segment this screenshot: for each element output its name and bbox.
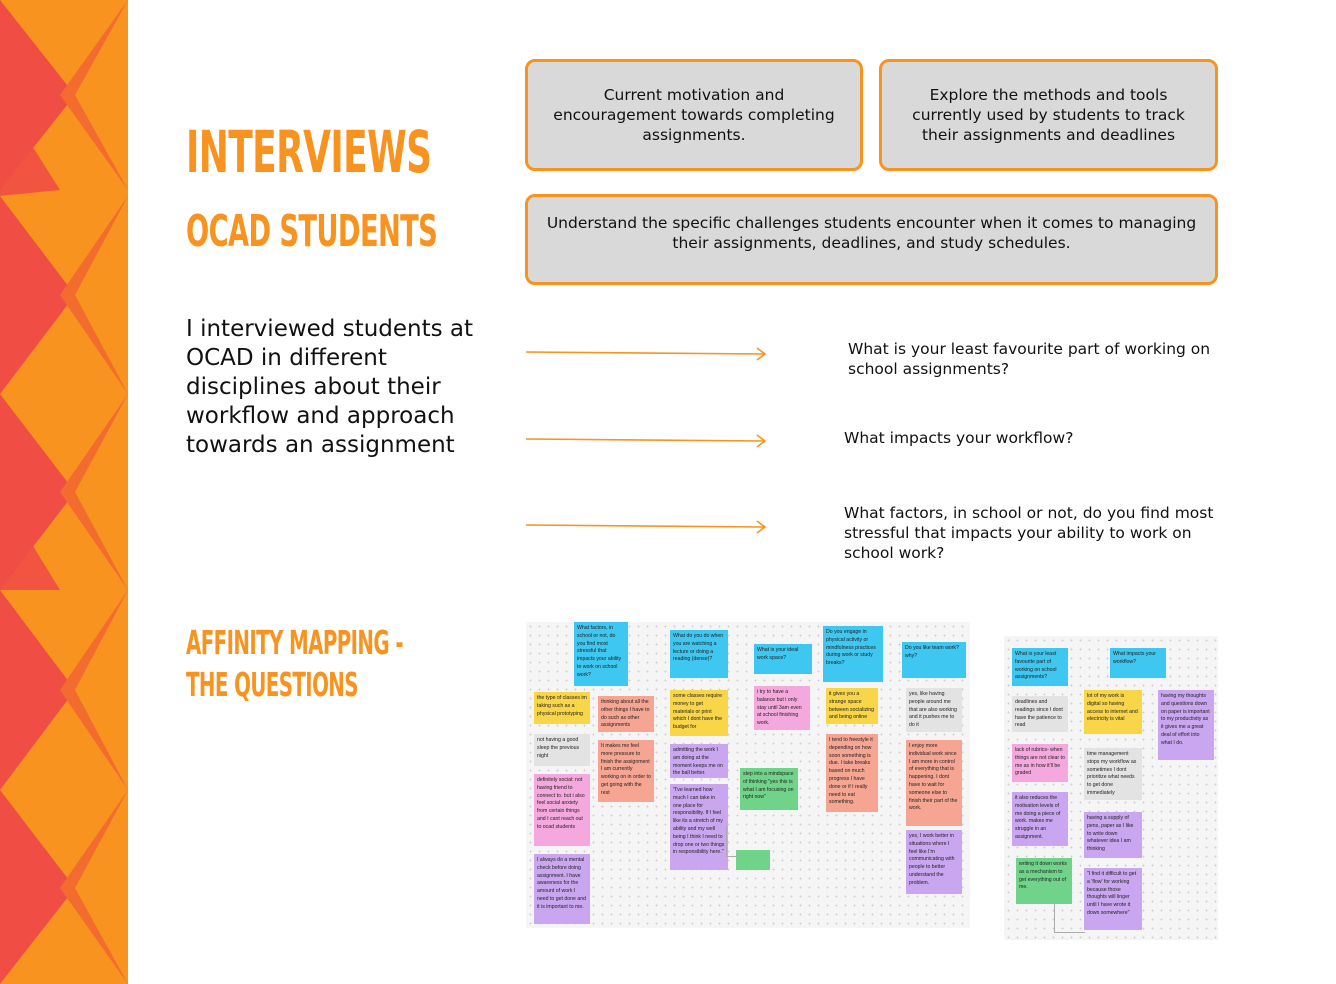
page-subtitle: OCAD STUDENTS — [186, 206, 438, 257]
sticky-note: admitting the work I am doing at the moment keeps me on the ball better. — [670, 744, 728, 778]
sticky-note: some classes require money to get materials or print which I dont have the budget for — [670, 690, 728, 736]
connector-line — [1054, 904, 1085, 933]
sticky-note: thinking about all the other things I have to do such as other assignments — [598, 696, 654, 732]
sticky-note: lack of rubrics- when things are not clear to me as in how it'll be graded — [1012, 744, 1068, 782]
question-workflow: What impacts your workflow? — [844, 429, 1074, 447]
sticky-note: writing it down works as a mechanism to get everything out of me. — [1016, 858, 1072, 904]
affinity-board-1 — [526, 622, 970, 928]
sticky-note: definitely social: not having friend to connect to. but i also feel social anxiety from certain things and I cant reach out to ocad students — [534, 774, 590, 846]
sticky-note: yes, I work better in situations where I feel like I'm communicating with people to better understand the problem. — [906, 830, 962, 894]
sticky-note: having a supply of pens, paper as I like to write down whatever idea I am thinking — [1084, 812, 1142, 858]
question-stress-factors: What factors, in school or not, do you find most stressful that impacts your ability to work on school work? — [844, 504, 1214, 562]
sticky-note: step into a mindspace of thinking "yes this is what I am focusing on right now" — [740, 768, 798, 810]
triangle-pattern — [0, 0, 135, 984]
arrow-icon — [524, 519, 774, 535]
sticky-note-header: What factors, in school or not, do you find most stressful that impacts your ability to work on school work? — [574, 622, 628, 686]
sticky-note: not having a good sleep the previous night — [534, 734, 590, 766]
goal-box-challenges — [525, 194, 1218, 285]
sticky-note: I enjoy more individual work since I am more in control of everything that is happening. I dont have to wait for someone else to finish their part of the work. — [906, 740, 962, 826]
page-title: INTERVIEWS — [186, 118, 432, 186]
sticky-note-header: What is your ideal work space? — [754, 644, 812, 674]
goal-text: Explore the methods and tools currently used by students to track their assignments and deadlines — [912, 86, 1185, 144]
sticky-note-header: Do you like team work? why? — [902, 642, 966, 678]
sticky-note: I tend to freestyle it depending on how soon something is due. I take breaks based on much progress I have done or if I really need to eat something. — [826, 734, 878, 812]
goal-box-methods — [879, 59, 1218, 171]
sticky-note: "I find it difficult to get a 'flow' for working because those thoughts will linger until I have wrote it down somewhere" — [1084, 868, 1142, 930]
affinity-heading: AFFINITY MAPPING - THE QUESTIONS — [186, 623, 403, 704]
sticky-note: "I've learned how much I can take in one place for responsibility. If I feel like its a stretch of my ability and my well being I think I need to drop one or two things in responsibility here." — [670, 784, 728, 870]
affinity-board-2 — [1004, 636, 1218, 940]
sticky-note: the type of classes im taking such as a physical prototyping — [534, 692, 590, 724]
sticky-note: I always do a mental check before doing assignment. I have awareness for the amount of work I need to get done and it is important to me. — [534, 854, 590, 924]
arrow-icon — [524, 346, 774, 362]
goal-text: Current motivation and encouragement towards completing assignments. — [553, 86, 835, 144]
sticky-note: yes, like having people around me that are also working and it pushes me to do it — [906, 688, 962, 732]
question-least-favourite: What is your least favourite part of working on school assignments? — [848, 340, 1211, 378]
sticky-note: i try to have a balance but i only stay until 3am even at school finishing work. — [754, 686, 810, 730]
sticky-note: It makes me feel more pressure to finish the assignment I am currently working on in order to get going with the rest — [598, 740, 654, 802]
sticky-note: it also reduces the motivation levels of me doing a piece of work. makes me struggle in an assignment. — [1012, 792, 1068, 846]
goal-box-motivation — [525, 59, 863, 171]
intro-text: I interviewed students at OCAD in different disciplines about their workflow and approach towards an assignment — [186, 316, 474, 458]
sticky-note-header: Do you engage in physical activity or mindfulness practices during work or study breaks? — [823, 626, 883, 682]
sticky-note-header: What impacts your workflow? — [1110, 648, 1166, 678]
sticky-note: having my thoughts and questions down on paper is important to my productivity as it gives me a great deal of effort into what I do. — [1158, 690, 1214, 760]
arrow-icon — [524, 433, 774, 449]
sticky-note: it gives you a strange space between socializing and being online — [826, 688, 878, 724]
sticky-note: time management stops my workflow as sometimes I dont prioritize what needs to get done immediately — [1084, 748, 1142, 800]
sticky-note-header: What do you do when you are watching a lecture or doing a reading (dense)? — [670, 630, 728, 678]
sticky-note: lot of my work is digital so having access to internet and electricity is vital — [1084, 690, 1142, 734]
connector-line — [726, 826, 737, 857]
sticky-note-header: What is your least favourite part of working on school assignments? — [1012, 648, 1068, 686]
sticky-note: deadlines and readings since I dont have the patience to read — [1012, 696, 1068, 732]
goal-text: Understand the specific challenges students encounter when it comes to managing their assignments, deadlines, and study schedules. — [546, 213, 1197, 252]
sticky-note-small — [736, 850, 770, 870]
